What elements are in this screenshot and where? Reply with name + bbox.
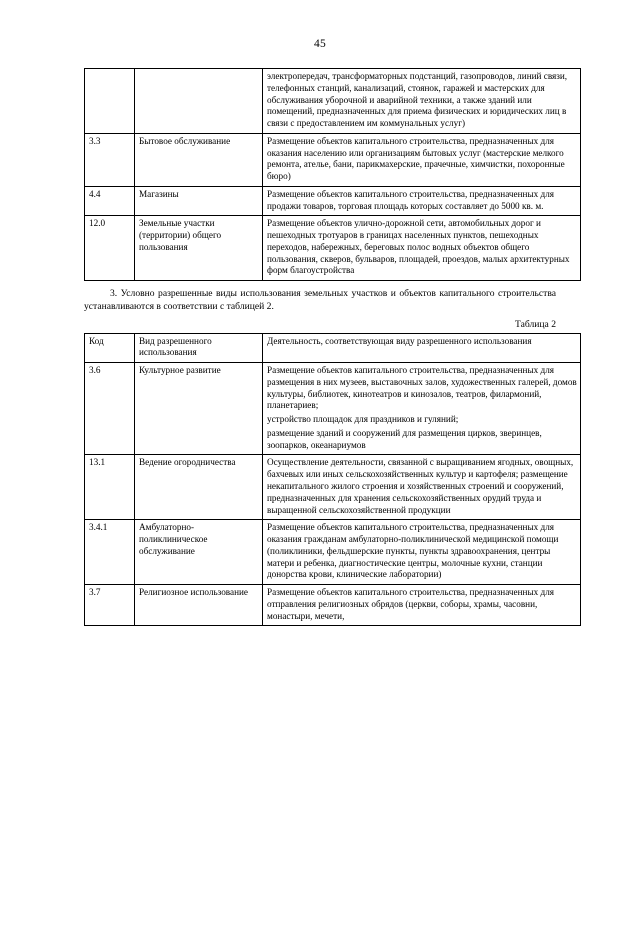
table-row — [85, 363, 581, 455]
cell-description — [263, 363, 581, 455]
table-row — [85, 216, 581, 281]
cell-description: Размещение объектов капитального строительства, предназначенных для продажи товаров, торговая площадь которых составляет до 5000 кв. м. — [263, 186, 581, 216]
description-block: размещение зданий и сооружений для размещения цирков, зверинцев, зоопарков, океанариумов — [267, 427, 542, 450]
cell-kind: Культурное развитие — [135, 363, 263, 455]
cell-code: 3.3 — [85, 133, 135, 186]
description-block: Размещение объектов капитального строительства, предназначенных для оказания гражданам амбулаторно-поликлинической медицинской помощи (поликлиники, фельдшерские пункты, пункты здравоохранения, центры матери и ребенка, диагностические центры, молочные кухни, станции донорства крови, клинические лаборатории) — [267, 522, 559, 580]
description-block: Размещение объектов капитального строительства, предназначенных для размещения в них музеев, выставочных залов, художественных галерей, домов культуры, библиотек, кинотеатров и кинозалов, театров, филармоний, планетариев; — [267, 365, 577, 411]
cell-kind: Религиозное использование — [135, 585, 263, 626]
document-page — [0, 38, 640, 943]
table-row — [85, 186, 581, 216]
cell-description — [263, 520, 581, 585]
cell-code — [85, 69, 135, 134]
table-row — [85, 455, 581, 520]
cell-description — [263, 455, 581, 520]
cell-code: 3.4.1 — [85, 520, 135, 585]
header-code: Код — [85, 333, 135, 363]
page-number: 45 — [314, 38, 326, 50]
table-caption: Таблица 2 — [514, 318, 556, 330]
cell-kind — [135, 69, 263, 134]
cell-kind: Земельные участки (территории) общего пользования — [135, 216, 263, 281]
cell-description: электропередач, трансформаторных подстанций, газопроводов, линий связи, телефонных станций, канализаций, стоянок, гаражей и мастерских для обслуживания уборочной и аварийной техники, а также зданий или помещений, предназначенных для приема физических и юридических лиц в связи с предоставлением им коммунальных услуг) — [263, 69, 581, 134]
cell-description: Размещение объектов капитального строительства, предназначенных для оказания населению или организациям бытовых услуг (мастерские мелкого ремонта, ателье, бани, парикмахерские, прачечные, химчистки, похоронные бюро) — [263, 133, 581, 186]
cell-code: 13.1 — [85, 455, 135, 520]
header-description: Деятельность, соответствующая виду разрешенного использования — [263, 333, 581, 363]
paragraph-conditional-uses: 3. Условно разрешенные виды использования земельных участков и объектов капитального строительства устанавливаются в соответствии с таблицей 2. — [84, 288, 556, 312]
table-row — [85, 133, 581, 186]
cell-kind: Магазины — [135, 186, 263, 216]
cell-description: Размещение объектов улично-дорожной сети, автомобильных дорог и пешеходных тротуаров в границах населенных пунктов, пешеходных переходов, набережных, береговых полос водных объектов общего пользования, скверов, бульваров, площадей, проездов, малых архитектурных форм благоустройства — [263, 216, 581, 281]
cell-kind: Амбулаторно-поликлиническое обслуживание — [135, 520, 263, 585]
table-row — [85, 520, 581, 585]
description-block: устройство площадок для праздников и гуляний; — [267, 414, 459, 425]
cell-description — [263, 585, 581, 626]
cell-code: 3.7 — [85, 585, 135, 626]
description-block: Размещение объектов капитального строительства, предназначенных для отправления религиозных обрядов (церкви, соборы, храмы, часовни, монастыри, мечети, — [267, 587, 555, 621]
permitted-uses-table-1 — [84, 68, 581, 281]
cell-code: 3.6 — [85, 363, 135, 455]
table-header-row — [85, 333, 581, 363]
cell-kind: Ведение огородничества — [135, 455, 263, 520]
header-kind: Вид разрешенного использования — [135, 333, 263, 363]
table-row — [85, 585, 581, 626]
cell-code: 4.4 — [85, 186, 135, 216]
cell-code: 12.0 — [85, 216, 135, 281]
conditional-uses-table-2 — [84, 333, 581, 627]
cell-kind: Бытовое обслуживание — [135, 133, 263, 186]
table-row — [85, 69, 581, 134]
description-block: Осуществление деятельности, связанной с выращиванием ягодных, овощных, бахчевых или иных сельскохозяйственных культур и картофеля; размещение некапитального жилого строения и хозяйственных строений и сооружений, предназначенных для хранения сельскохозяйственных орудий труда и выращенной сельскохозяйственной продукции — [267, 457, 574, 515]
